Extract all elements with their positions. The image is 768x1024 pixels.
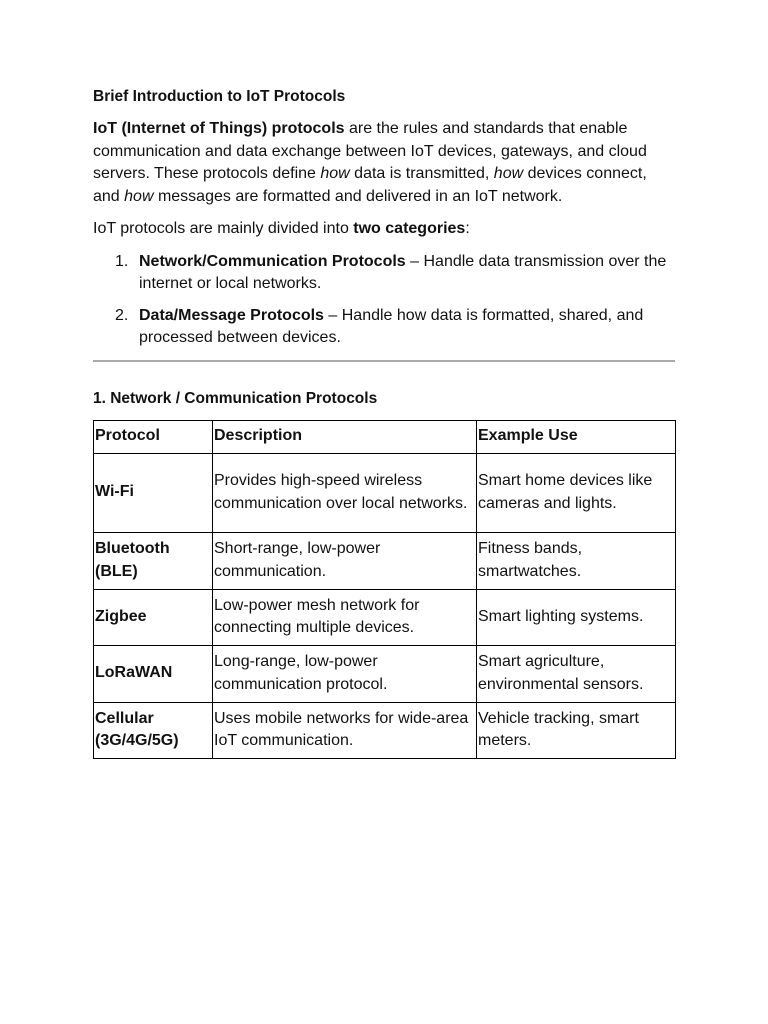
table-row (94, 532, 676, 589)
category-name: Data/Message Protocols (139, 306, 324, 324)
categories-list (93, 251, 675, 350)
categories-intro (93, 218, 675, 241)
table-row (94, 645, 676, 702)
intro-text-4: messages are formatted and delivered in an IoT network. (153, 187, 563, 205)
intro-text-3: devices connect, and (93, 165, 647, 205)
intro-how-3: how (124, 187, 154, 205)
horizontal-divider (93, 360, 675, 362)
table-row (94, 453, 676, 532)
protocol-cell: Wi-Fi (94, 453, 213, 532)
example-cell: Smart agriculture, environmental sensors. (477, 645, 676, 702)
section-title: 1. Network / Communication Protocols (93, 389, 378, 407)
description-cell: Long-range, low-power communication protocol. (213, 645, 477, 702)
description-cell: Short-range, low-power communication. (213, 532, 477, 589)
example-cell: Smart home devices like cameras and lights. (477, 453, 676, 532)
protocol-cell: Zigbee (94, 589, 213, 645)
description-cell: Uses mobile networks for wide-area IoT communication. (213, 702, 477, 758)
categories-intro-before: IoT protocols are mainly divided into (93, 220, 354, 237)
intro-text-2: data is transmitted, (349, 165, 494, 182)
categories-intro-after: : (465, 220, 470, 237)
example-cell: Vehicle tracking, smart meters. (477, 702, 676, 758)
intro-bold-lead: IoT (Internet of Things) protocols (93, 120, 345, 137)
table-header-row (94, 420, 676, 453)
header-example-use: Example Use (477, 420, 676, 453)
category-desc: – Handle how data is formatted, shared, and processed between devices. (139, 306, 644, 346)
header-description: Description (213, 420, 477, 453)
category-item (93, 305, 675, 350)
example-cell: Smart lighting systems. (477, 589, 676, 645)
category-name: Network/Communication Protocols (139, 252, 406, 270)
category-number: 1. (115, 252, 129, 270)
category-desc: – Handle data transmission over the internet or local networks. (139, 252, 667, 292)
categories-intro-bold: two categories (353, 220, 466, 237)
document-title: Brief Introduction to IoT Protocols (93, 88, 346, 105)
category-item (93, 251, 675, 296)
document-page (93, 86, 675, 759)
intro-text-1: are the rules and standards that enable communication and data exchange between IoT devices, gateways, and cloud servers. These protocols define (93, 120, 647, 182)
description-cell: Low-power mesh network for connecting multiple devices. (213, 589, 477, 645)
table-row (94, 589, 676, 645)
table-row (94, 702, 676, 758)
protocol-cell: Cellular (3G/4G/5G) (94, 702, 213, 758)
intro-how-1: how (320, 165, 350, 182)
protocol-cell: LoRaWAN (94, 645, 213, 702)
example-cell: Fitness bands, smartwatches. (477, 532, 676, 589)
category-number: 2. (115, 306, 129, 324)
description-cell: Provides high-speed wireless communication over local networks. (213, 453, 477, 532)
protocols-table (93, 420, 676, 759)
protocol-cell: Bluetooth (BLE) (94, 532, 213, 589)
header-protocol: Protocol (94, 420, 213, 453)
intro-paragraph (93, 118, 675, 208)
intro-how-2: how (493, 165, 524, 182)
